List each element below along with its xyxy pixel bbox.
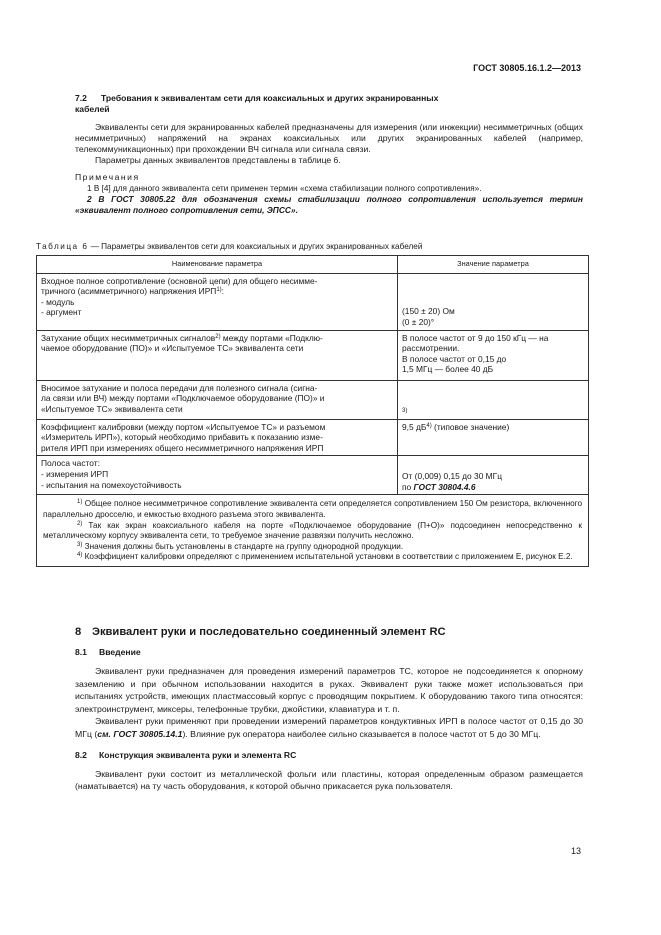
cell-line: «Измеритель ИРП»), который необходимо прибавить к показанию изме- (41, 432, 323, 443)
standard-reference: ГОСТ 30804.4.6 (413, 481, 476, 492)
cell-line: 1,5 МГц — более 40 дБ (402, 364, 494, 375)
value-cell (398, 419, 589, 456)
cell-line: тричного (асимметричного) напряжения ИРП (41, 286, 217, 297)
value-cell (398, 380, 589, 419)
parameter-cell (37, 419, 398, 456)
value-cell (398, 273, 589, 330)
table-footnotes (37, 495, 589, 567)
paragraph-text: ). Влияние рук оператора наиболее сильно сказывается в полосе частот от 5 до 30 МГц. (182, 728, 541, 739)
column-header-value: Значение параметра (398, 256, 589, 274)
paragraph: Эквивалент руки состоит из металлической фольги или пластины, которая определенным образом размещается (наматывается) на ту часть оборудования, к которой обычно прикасается рука пользователя. (75, 768, 583, 792)
table-header-row (37, 256, 589, 274)
table-row (37, 419, 589, 456)
paragraph: Параметры данных эквивалентов представлены в таблице 6. (95, 155, 341, 165)
parameter-cell (37, 380, 398, 419)
paragraph: Эквиваленты сети для экранированных кабелей предназначены для измерения (или инжекции) несимметричных (общих несимметричных) напряжений на экранах коаксиальных или других экранированных кабелей (например, телекоммуникационных) при прохождении ВЧ сигнала или сигнала связи. (75, 122, 583, 154)
table-row (37, 456, 589, 495)
section-title-line2: кабелей (75, 104, 110, 114)
footnote-mark: 1) (77, 499, 83, 506)
footnote-4 (43, 552, 582, 563)
cell-line: Вносимое затухание и полоса передачи для полезного сигнала (сигна- (41, 382, 318, 393)
cell-line: ла связи или ВЧ) между портами «Подключаемое оборудование (ПО)» и (41, 393, 325, 404)
parameter-cell (37, 456, 398, 495)
chapter-title: Эквивалент руки и последовательно соединенный элемент RC (92, 626, 446, 638)
cell-line: В полосе частот от 9 до 150 кГц — на (402, 332, 549, 343)
cell-line: рассмотрении. (402, 343, 460, 354)
cell-line: В полосе частот от 0,15 до (402, 353, 507, 364)
subsection-title: Введение (99, 647, 141, 657)
standard-reference: см. ГОСТ 30805.14.1 (97, 728, 183, 739)
cell-line: (150 ± 20) Ом (402, 306, 455, 317)
cell-line: - испытания на помехоустойчивость (41, 479, 182, 490)
note-2: 2 В ГОСТ 30805.22 для обозначения схемы стабилизации полного сопротивления используется термин «эквивалент полного сопротивления сети, ЭПСС». (75, 194, 583, 215)
footnote-text: Общее полное несимметричное сопротивление эквивалента сети определяется сопротивлением 150 Ом резистора, включенного параллельно дросселю, и емкостью входного разъема этого эквивалента. (43, 499, 582, 519)
section-heading (75, 93, 583, 115)
subsection-heading (75, 750, 583, 761)
footnote-2 (43, 521, 582, 542)
cell-line: - модуль (41, 296, 75, 307)
footnote-1 (43, 499, 582, 520)
note-1: 1 В [4] для данного эквивалента сети применен термин «схема стабилизации полного сопротивления». (87, 184, 482, 193)
column-header-parameter: Наименование параметра (37, 256, 398, 274)
table-caption (36, 241, 422, 252)
section-8 (75, 627, 583, 793)
table-caption-label: Таблица 6 (36, 242, 89, 251)
parameter-cell (37, 330, 398, 380)
cell-line: «Испытуемое ТС» эквивалента сети (41, 403, 183, 414)
page-number: 13 (570, 846, 581, 856)
paragraph: Эквивалент руки предназначен для проведения измерений параметров ТС, которое не подсоединяется к опорному заземлению и при обычном использовании находится в руках. Эквивалент руки также может использоваться при испытаниях устройств, имеющих пластмассовый корпус с проводящим покрытием. К оборудованию такого типа относятся: электроинструмент, миксеры, телефонные трубки, джойстики, клавиатура и т. п. (75, 666, 583, 714)
cell-line: - измерения ИРП (41, 468, 109, 479)
cell-line: чаемое оборудование (ПО)» и «Испытуемое ТС» эквивалента сети (41, 343, 304, 354)
footnote-mark: 4) (77, 552, 83, 559)
cell-line: 9,5 дБ (402, 421, 427, 432)
table-6 (36, 255, 589, 567)
footnote-mark: 2) (77, 520, 83, 527)
section-7-2 (75, 93, 583, 216)
table-row (37, 380, 589, 419)
value-cell (398, 456, 589, 495)
paragraph (75, 715, 583, 740)
subsection-number: 8.2 (75, 749, 87, 760)
cell-line: рителя ИРП при измерениях общего несимметричного напряжения ИРП (41, 442, 324, 453)
notes-heading: Примечания (75, 172, 140, 182)
footnote-text: Так как экран коаксиального кабеля на порте «Подключаемое оборудование (П+О)» подсоединен непосредственно к металлическому корпусу эквивалента сети, то требуемое значение развязки получить несложно. (43, 520, 582, 541)
subsection-title: Конструкция эквивалента руки и элемента RC (99, 749, 297, 760)
cell-line: Входное полное сопротивление (основной цепи) для общего несимме- (41, 275, 318, 286)
subsection-number: 8.1 (75, 647, 87, 657)
chapter-number: 8 (75, 626, 82, 638)
value-cell (398, 330, 589, 380)
footnote-3 (43, 542, 582, 553)
cell-line: Полоса частот: (41, 458, 100, 469)
cell-line: От (0,009) 0,15 до 30 МГц (402, 471, 502, 482)
footnote-mark: 3) (77, 541, 83, 548)
table-footnotes-row (37, 495, 589, 567)
cell-line: Затухание общих несимметричных сигналов (41, 332, 216, 343)
cell-line: : (221, 286, 224, 297)
cell-line: по (402, 481, 414, 492)
cell-line: Коэффициент калибровки (между портом «Испытуемое ТС» и разъемом (41, 421, 326, 432)
table-row (37, 330, 589, 380)
standard-designation: ГОСТ 30805.16.1.2—2013 (473, 63, 581, 73)
cell-line: - аргумент (41, 307, 82, 318)
footnote-text: Коэффициент калибровки определяют с применением испытательной установки в соответствии с приложением Е, рисунок Е.2. (82, 552, 573, 562)
footnote-ref: 2) (215, 333, 221, 340)
parameter-cell (37, 273, 398, 330)
cell-line: (типовое значение) (431, 421, 510, 432)
chapter-heading (75, 627, 583, 638)
paragraph-text: Эквивалент руки применяют при проведении измерений параметров кондуктивных ИРП в полосе частот от 0,15 до 30 МГц ( (75, 716, 583, 739)
cell-line: (0 ± 20)° (402, 317, 435, 327)
subsection-heading (75, 647, 583, 658)
section-number: 7.2 (75, 93, 87, 103)
footnote-ref: 3) (402, 408, 408, 414)
table-caption-text: — Параметры эквивалентов сети для коаксиальных и других экранированных кабелей (88, 242, 423, 251)
section-title-line1: Требования к эквивалентам сети для коаксиальных и других экранированных (101, 93, 439, 103)
footnote-ref: 1) (216, 287, 222, 294)
cell-line: между портами «Подклю- (220, 332, 323, 343)
footnote-text: Значения должны быть установлены в стандарте на группу однородной продукции. (82, 541, 404, 551)
footnote-ref: 4) (426, 422, 432, 429)
table-row (37, 273, 589, 330)
